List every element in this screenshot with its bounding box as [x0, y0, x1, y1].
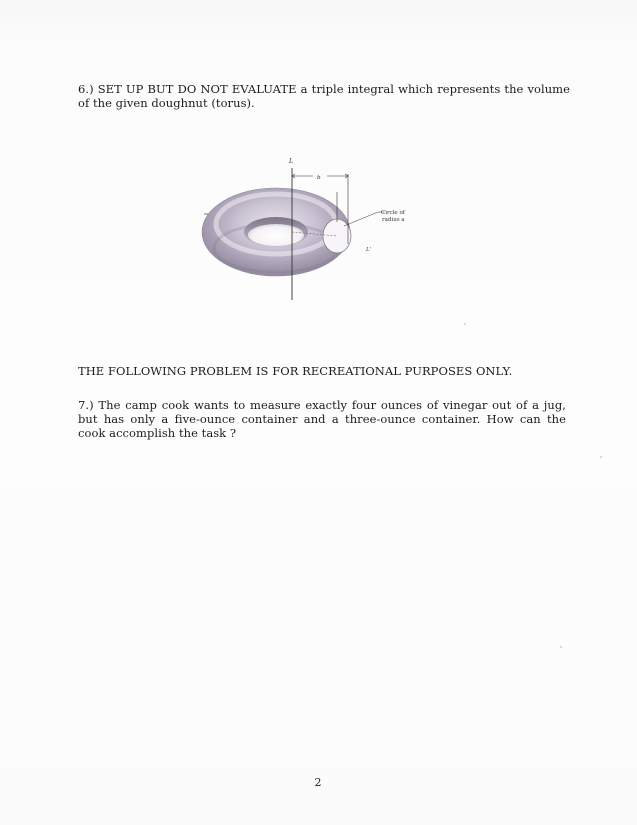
problem-7-number: 7.) — [78, 398, 94, 412]
problem-7-text: The camp cook wants to measure exactly four ounces of vinegar out of a jug, but has only a five-ounce container and a three-ounce container. How can the cook accomplish the task ? — [78, 398, 566, 440]
scan-speck — [464, 323, 466, 325]
scan-speck — [600, 456, 602, 458]
dimension-b-label: b — [317, 175, 321, 181]
axis-L-label: L — [289, 158, 293, 165]
torus-figure — [198, 152, 426, 308]
page-number: 2 — [314, 776, 322, 789]
problem-7 — [78, 398, 566, 440]
scan-speck — [560, 646, 562, 648]
torus-hole — [248, 224, 304, 246]
recreational-notice: THE FOLLOWING PROBLEM IS FOR RECREATIONAL PURPOSES ONLY. — [78, 364, 513, 378]
axis-L-prime-label: L' — [366, 247, 372, 253]
problem-6-text: SET UP BUT DO NOT EVALUATE a triple integral which represents the volume of the given doughnut (torus). — [78, 82, 570, 110]
problem-6 — [78, 82, 570, 110]
problem-6-number: 6.) — [78, 82, 94, 96]
circle-note-line2: radius a — [382, 217, 405, 223]
circle-note-line1: Circle of — [381, 210, 405, 216]
